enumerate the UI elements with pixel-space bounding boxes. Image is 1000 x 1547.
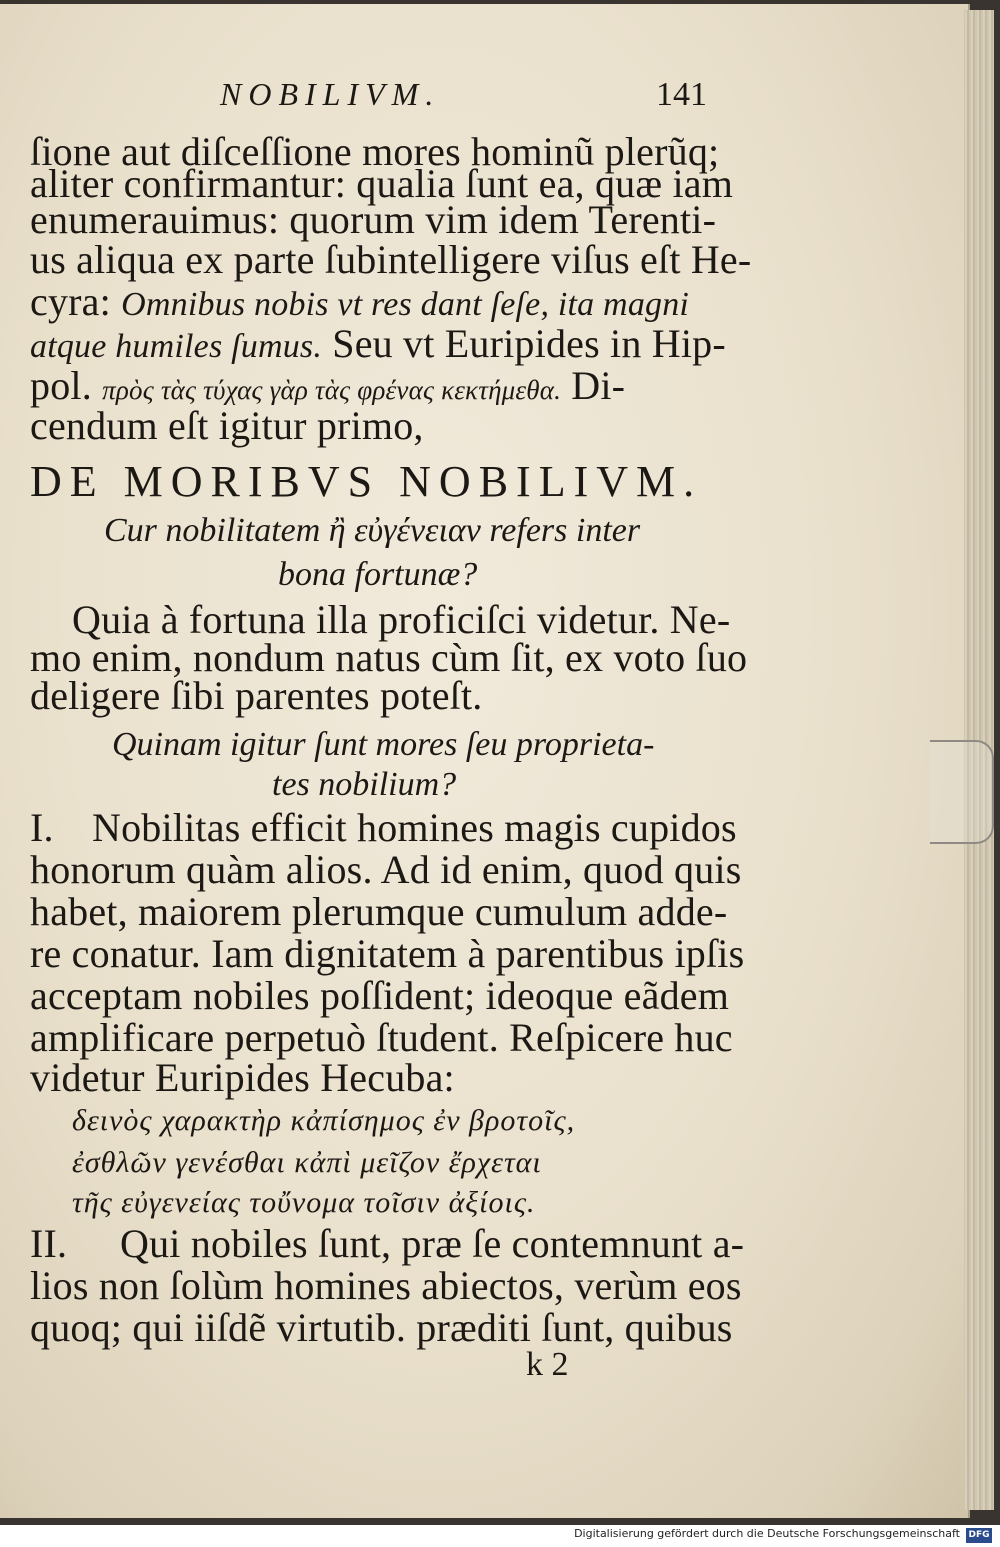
footer-bar bbox=[0, 1525, 1000, 1547]
text-line: lios non ſolùm homines abiectos, verùm eos bbox=[30, 1263, 742, 1308]
text-roman: Seu vt Euripides in Hip- bbox=[322, 321, 726, 366]
dfg-logo-icon: DFG bbox=[966, 1528, 992, 1543]
folio-number: 141 bbox=[656, 76, 707, 113]
question-line: tes nobilium? bbox=[272, 766, 457, 803]
greek-quotation: πρὸς τὰς τύχας γὰρ τὰς φρένας κεκτήμεθα. bbox=[102, 375, 562, 405]
quotation-italic: atque humiles ſumus. bbox=[30, 328, 323, 365]
text-line: amplificare perpetuò ſtudent. Reſpicere huc bbox=[30, 1015, 733, 1060]
text-roman: Di- bbox=[561, 363, 626, 408]
text-line: Quia à fortuna illa proficiſci videtur. Ne- bbox=[72, 597, 731, 642]
item-numeral: II. bbox=[30, 1221, 68, 1266]
text-line-cyra bbox=[30, 280, 689, 327]
text-line: mo enim, nondum natus cùm ſit, ex voto ſuo bbox=[30, 635, 748, 680]
greek-verse-line: τῆς εὐγενείας τοὔνομα τοῖσιν ἀξίοις. bbox=[72, 1186, 536, 1219]
section-title: DE MORIBVS NOBILIVM. bbox=[30, 457, 703, 506]
text-line: acceptam nobiles poſſident; ideoque eãdem bbox=[30, 973, 730, 1018]
greek-verse-line: δεινὸς χαρακτὴρ κἀπίσημος ἐν βροτοῖς, bbox=[72, 1104, 576, 1137]
signature-mark: k 2 bbox=[526, 1346, 569, 1383]
item-line bbox=[30, 806, 737, 850]
page-clip bbox=[930, 740, 994, 844]
item-numeral: I. bbox=[30, 805, 54, 850]
text-line: us aliqua ex parte ſubintelligere viſus eſt He- bbox=[30, 237, 752, 282]
text-line: aliter confirmantur: qualia ſunt ea, quæ iam bbox=[30, 161, 734, 206]
greek-verse-line: ἐσθλῶν γενέσθαι κἀπὶ μεῖζον ἔρχεται bbox=[72, 1146, 542, 1179]
text-roman: cyra: bbox=[30, 279, 122, 324]
text-line: deligere ſibi parentes poteſt. bbox=[30, 673, 483, 718]
quotation-italic: Omnibus nobis vt res dant ſeſe, ita magni bbox=[121, 286, 690, 323]
question-line: Cur nobilitatem ἢ εὐγένειαν refers inter bbox=[104, 512, 641, 549]
text-line: honorum quàm alios. Ad id enim, quod quis bbox=[30, 847, 742, 892]
text-line: quoq; qui iiſdẽ virtutib. præditi ſunt, quibus bbox=[30, 1305, 733, 1350]
text-roman: Nobilitas efficit homines magis cupidos bbox=[92, 805, 737, 850]
question-line: Quinam igitur ſunt mores ſeu proprieta- bbox=[112, 726, 655, 763]
text-line: enumerauimus: quorum vim idem Terenti- bbox=[30, 197, 717, 242]
running-title: NOBILIVM. bbox=[220, 76, 441, 112]
text-line: cendum eſt igitur primo, bbox=[30, 403, 424, 448]
text-line: videtur Euripides Hecuba: bbox=[30, 1055, 455, 1100]
question-line: bona fortunæ? bbox=[278, 556, 478, 593]
item-line bbox=[30, 1222, 744, 1266]
text-line: ſione aut diſceſſione mores hominũ plerũq; bbox=[30, 129, 720, 174]
text-line: re conatur. Iam dignitatem à parentibus ipſis bbox=[30, 931, 745, 976]
text-line: habet, maiorem plerumque cumulum adde- bbox=[30, 889, 728, 934]
text-line-atque bbox=[30, 322, 726, 369]
text-roman: Qui nobiles ſunt, præ ſe contemnunt a- bbox=[120, 1221, 745, 1266]
funding-credit: Digitalisierung gefördert durch die Deutsche Forschungsgemeinschaft bbox=[574, 1527, 960, 1540]
text-roman: pol. bbox=[30, 363, 103, 408]
